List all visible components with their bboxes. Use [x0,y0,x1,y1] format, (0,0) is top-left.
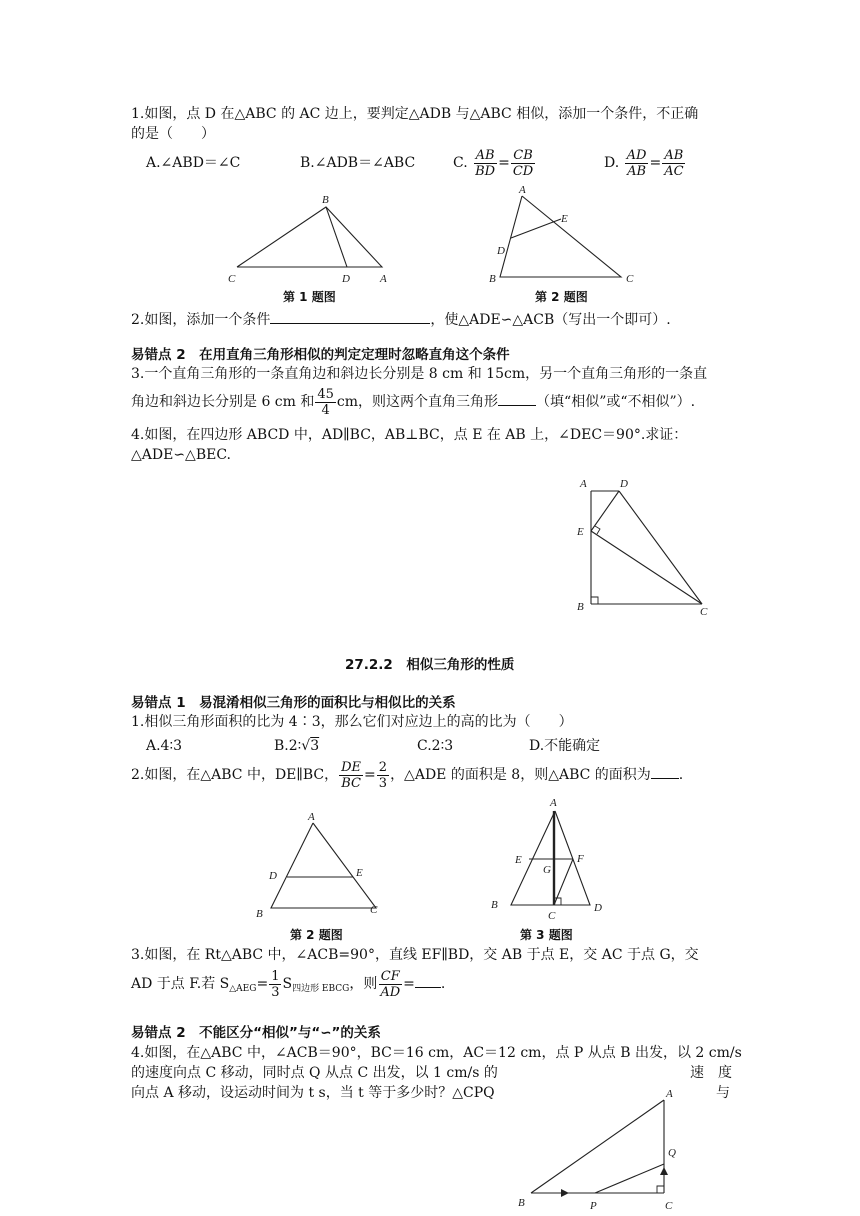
fig4-label-c: C [700,606,708,618]
figure-2-triangle [484,183,644,288]
fig6-label-d: D [594,902,602,914]
trap-1-heading: 易错点 1 易混淆相似三角形的面积比与相似比的关系 [131,695,456,711]
fig7-label-c: C [665,1200,673,1212]
q2-fraction-de-bc: $\frac{DE}{BC}$ [341,759,362,791]
option-d-fraction-1: $\frac{AD}{AB}$ [626,147,647,179]
fig4-label-e: E [577,526,584,538]
fig5-label-e: E [356,867,363,879]
fig1-label-b: B [322,194,329,206]
fig7-label-a: A [666,1088,673,1100]
figure-1-caption: 第 1 题图 [283,290,336,304]
fig5-label-a: A [308,811,315,823]
q1-option-d: D. $\frac{AD}{AB}$ = $\frac{AB}{AC}$ [604,147,684,179]
s2-q4-line2-a: 的速度向点 C 移动，同时点 Q 从点 C 出发，以 1 cm/s 的 [131,1065,498,1081]
fig6-label-e: E [515,854,522,866]
fig2-label-e: E [561,213,568,225]
s2-q1-option-b: B.2∶√3 [274,738,320,754]
q3-fraction-cf-ad: $\frac{CF}{AD}$ [380,968,401,1000]
q1-line1: 1.如图，点 D 在△ABC 的 AC 边上，要判定△ADB 与△ABC 相似，添加一个条件，不正确 [131,106,699,122]
fig4-label-b: B [577,601,584,613]
fig6-label-f: F [577,853,584,865]
s2-q1-option-c: C.2∶3 [417,738,454,754]
arrow-right-icon [561,1189,569,1197]
q1-option-b: B.∠ADB＝∠ABC [300,155,416,171]
s1-q3-line1: 3.一个直角三角形的一条直角边和斜边长分别是 8 cm 和 15cm，另一个直角三角形的一条直 [131,366,708,382]
fig5-label-d: D [269,870,277,882]
figure-2-caption: 第 2 题图 [535,290,588,304]
fig7-label-p: P [590,1200,597,1212]
fig2-label-b: B [489,273,496,285]
s2-q4-line3-a: 向点 A 移动，设运动时间为 t s，当 t 等于多少时？△CPQ [131,1085,495,1101]
fig7-label-b: B [518,1197,525,1209]
s2-q1-option-d: D.不能确定 [529,738,601,754]
q2-fraction-2-3: $\frac{2}{3}$ [378,759,388,791]
figure-quadrilateral-abcd [570,474,720,619]
fig2-label-d: D [497,245,505,257]
option-d-fraction-2: $\frac{AB}{AC}$ [664,147,684,179]
fig6-label-a: A [550,797,557,809]
arrow-up-icon [660,1167,668,1175]
q3-answer-blank[interactable] [498,391,536,406]
option-c-fraction-1: $\frac{AB}{BD}$ [475,147,496,179]
fig2-label-c: C [626,273,634,285]
s1-q4-line1: 4.如图，在四边形 ABCD 中，AD∥BC，AB⊥BC，点 E 在 AB 上，∠DEC＝90°.求证： [131,427,688,443]
s2-q4-line2-b: 速 度 [690,1065,732,1081]
option-c-fraction-2: $\frac{CB}{CD}$ [512,147,534,179]
figure-s2-2-caption: 第 2 题图 [290,928,343,942]
fig6-label-g: G [543,864,551,876]
fig6-label-b: B [491,899,498,911]
q2-answer-blank[interactable] [270,309,430,324]
s2-q4-line3-b: 与 [716,1085,730,1101]
fig7-label-q: Q [668,1147,676,1159]
fig1-label-d: D [342,273,350,285]
q1-option-c: C. $\frac{AB}{BD}$ = $\frac{CB}{CD}$ [453,147,534,179]
q1-option-a: A.∠ABD＝∠C [146,155,241,171]
fig4-label-a: A [580,478,587,490]
s2-q2: 2.如图，在△ABC 中，DE∥BC， $\frac{DE}{BC}$ = $\frac{2}{3}$ ，△ADE 的面积是 8，则△ABC 的面积为 . [131,759,684,791]
figure-s2-4-triangle [510,1085,690,1216]
s2-q3-line2: AD 于点 F.若 $S_{\triangle AEG}=$ $\frac{1}{3}$ $S_{四边形 EBCG}$，则 $\frac{CF}{AD}$ = . [131,968,446,1000]
s1-q2: 2.如图，添加一个条件 ，使△ADE∽△ACB（写出一个即可）. [131,309,671,330]
s2-q3-answer-blank[interactable] [415,973,441,988]
s2-q2-answer-blank[interactable] [651,764,679,779]
q3-fraction-1-3: $\frac{1}{3}$ [271,968,280,1000]
fig6-label-c: C [548,910,556,922]
s2-q4-line1: 4.如图，在△ABC 中，∠ACB＝90°，BC＝16 cm，AC＝12 cm，点 P 从点 B 出发，以 2 cm/s [131,1045,742,1061]
fig1-label-a: A [380,273,387,285]
s2-q1: 1.相似三角形面积的比为 4∶3，那么它们对应边上的高的比为（ ） [131,714,573,730]
option-d-label: D. [604,155,620,171]
sqrt-icon: √ [301,738,311,754]
fig5-label-c: C [370,904,378,916]
trap-2b-heading: 易错点 2 不能区分“相似”与“∽”的关系 [131,1025,381,1041]
s2-q3-line1: 3.如图，在 Rt△ABC 中，∠ACB=90°，直线 EF∥BD，交 AB 于点 E，交 AC 于点 G，交 [131,947,699,963]
fig5-label-b: B [256,908,263,920]
figure-s2-3-caption: 第 3 题图 [520,928,573,942]
figure-s2-3-triangle [486,793,616,923]
s1-q4-line2: △ADE∽△BEC. [131,447,231,463]
fig1-label-c: C [228,273,236,285]
q1-line2: 的是（ ） [131,126,215,142]
fig2-label-a: A [519,184,526,196]
fig4-label-d: D [620,478,628,490]
section-title: 27.2.2 相似三角形的性质 [345,657,515,673]
s1-q3-line2: 角边和斜边长分别是 6 cm 和 $\frac{45}{4}$ cm，则这两个直角三角形 （填“相似”或“不相似”）. [131,386,696,418]
figure-s2-2-triangle [250,805,390,925]
s2-q1-option-a: A.4∶3 [146,738,183,754]
q3-fraction-45-4: $\frac{45}{4}$ [317,386,334,418]
trap-2-heading: 易错点 2 在用直角三角形相似的判定定理时忽略直角这个条件 [131,347,510,363]
option-c-label: C. [453,155,468,171]
figure-1-triangle [222,190,402,290]
